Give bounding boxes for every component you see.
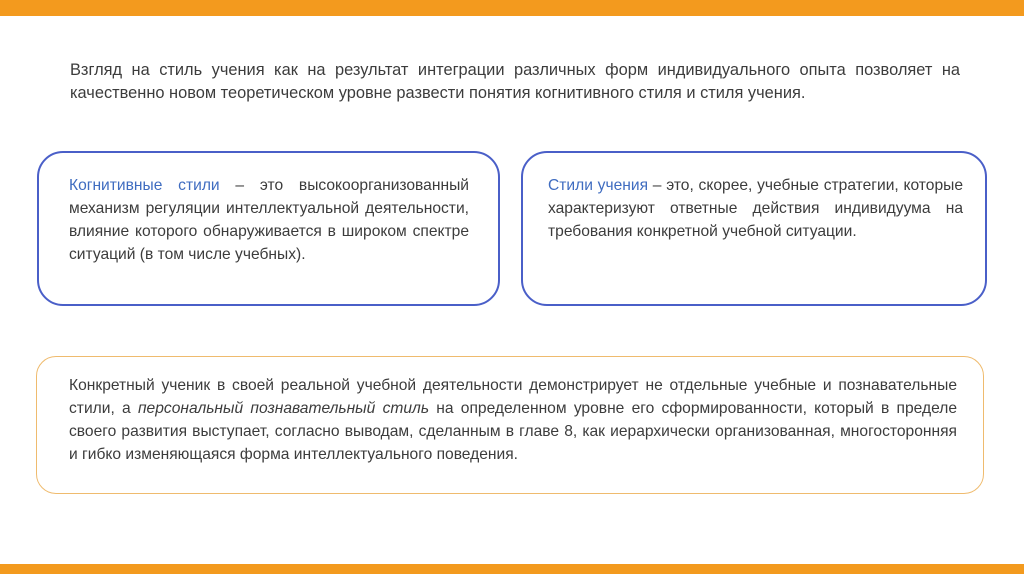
cognitive-styles-box (37, 151, 500, 306)
bottom-accent-bar (0, 564, 1024, 574)
learning-styles-box (521, 151, 987, 306)
cognitive-styles-text: – это высокоорганизованный механизм регуляции интеллектуальной деятельности, влияние которого обнаруживается в широком спектре ситуаций (в том числе учебных). (69, 177, 469, 263)
learning-styles-text: – это, скорее, учебные стратегии, которые характеризуют ответные действия индивидуума на требования конкретной учебной ситуации. (548, 177, 964, 240)
learning-styles-definition (548, 174, 963, 243)
conclusion-text-after: на определенном уровне его сформированности, который в пределе своего развития выступает, согласно выводам, сделанным в главе 8, как иерархически организованная, многосторонняя и гибко изменяющаяся форма интеллектуального поведения. (69, 400, 957, 463)
learning-styles-term: Стили учения (548, 177, 649, 194)
conclusion-paragraph (69, 374, 957, 466)
cognitive-styles-definition (69, 174, 469, 266)
conclusion-emphasis: персональный познавательный стиль (137, 400, 430, 417)
conclusion-text-before: Конкретный ученик в своей реальной учебной деятельности демонстрирует не отдельные учебные и познавательные стили, а (69, 377, 957, 417)
cognitive-styles-term: Когнитивные стили (69, 177, 220, 194)
top-accent-bar (0, 0, 1024, 16)
conclusion-box (36, 356, 984, 494)
intro-paragraph: Взгляд на стиль учения как на результат интеграции различных форм индивидуального опыта позволяет на качественно новом теоретическом уровне развести понятия когнитивного стиля и стиля учения. (70, 61, 960, 102)
